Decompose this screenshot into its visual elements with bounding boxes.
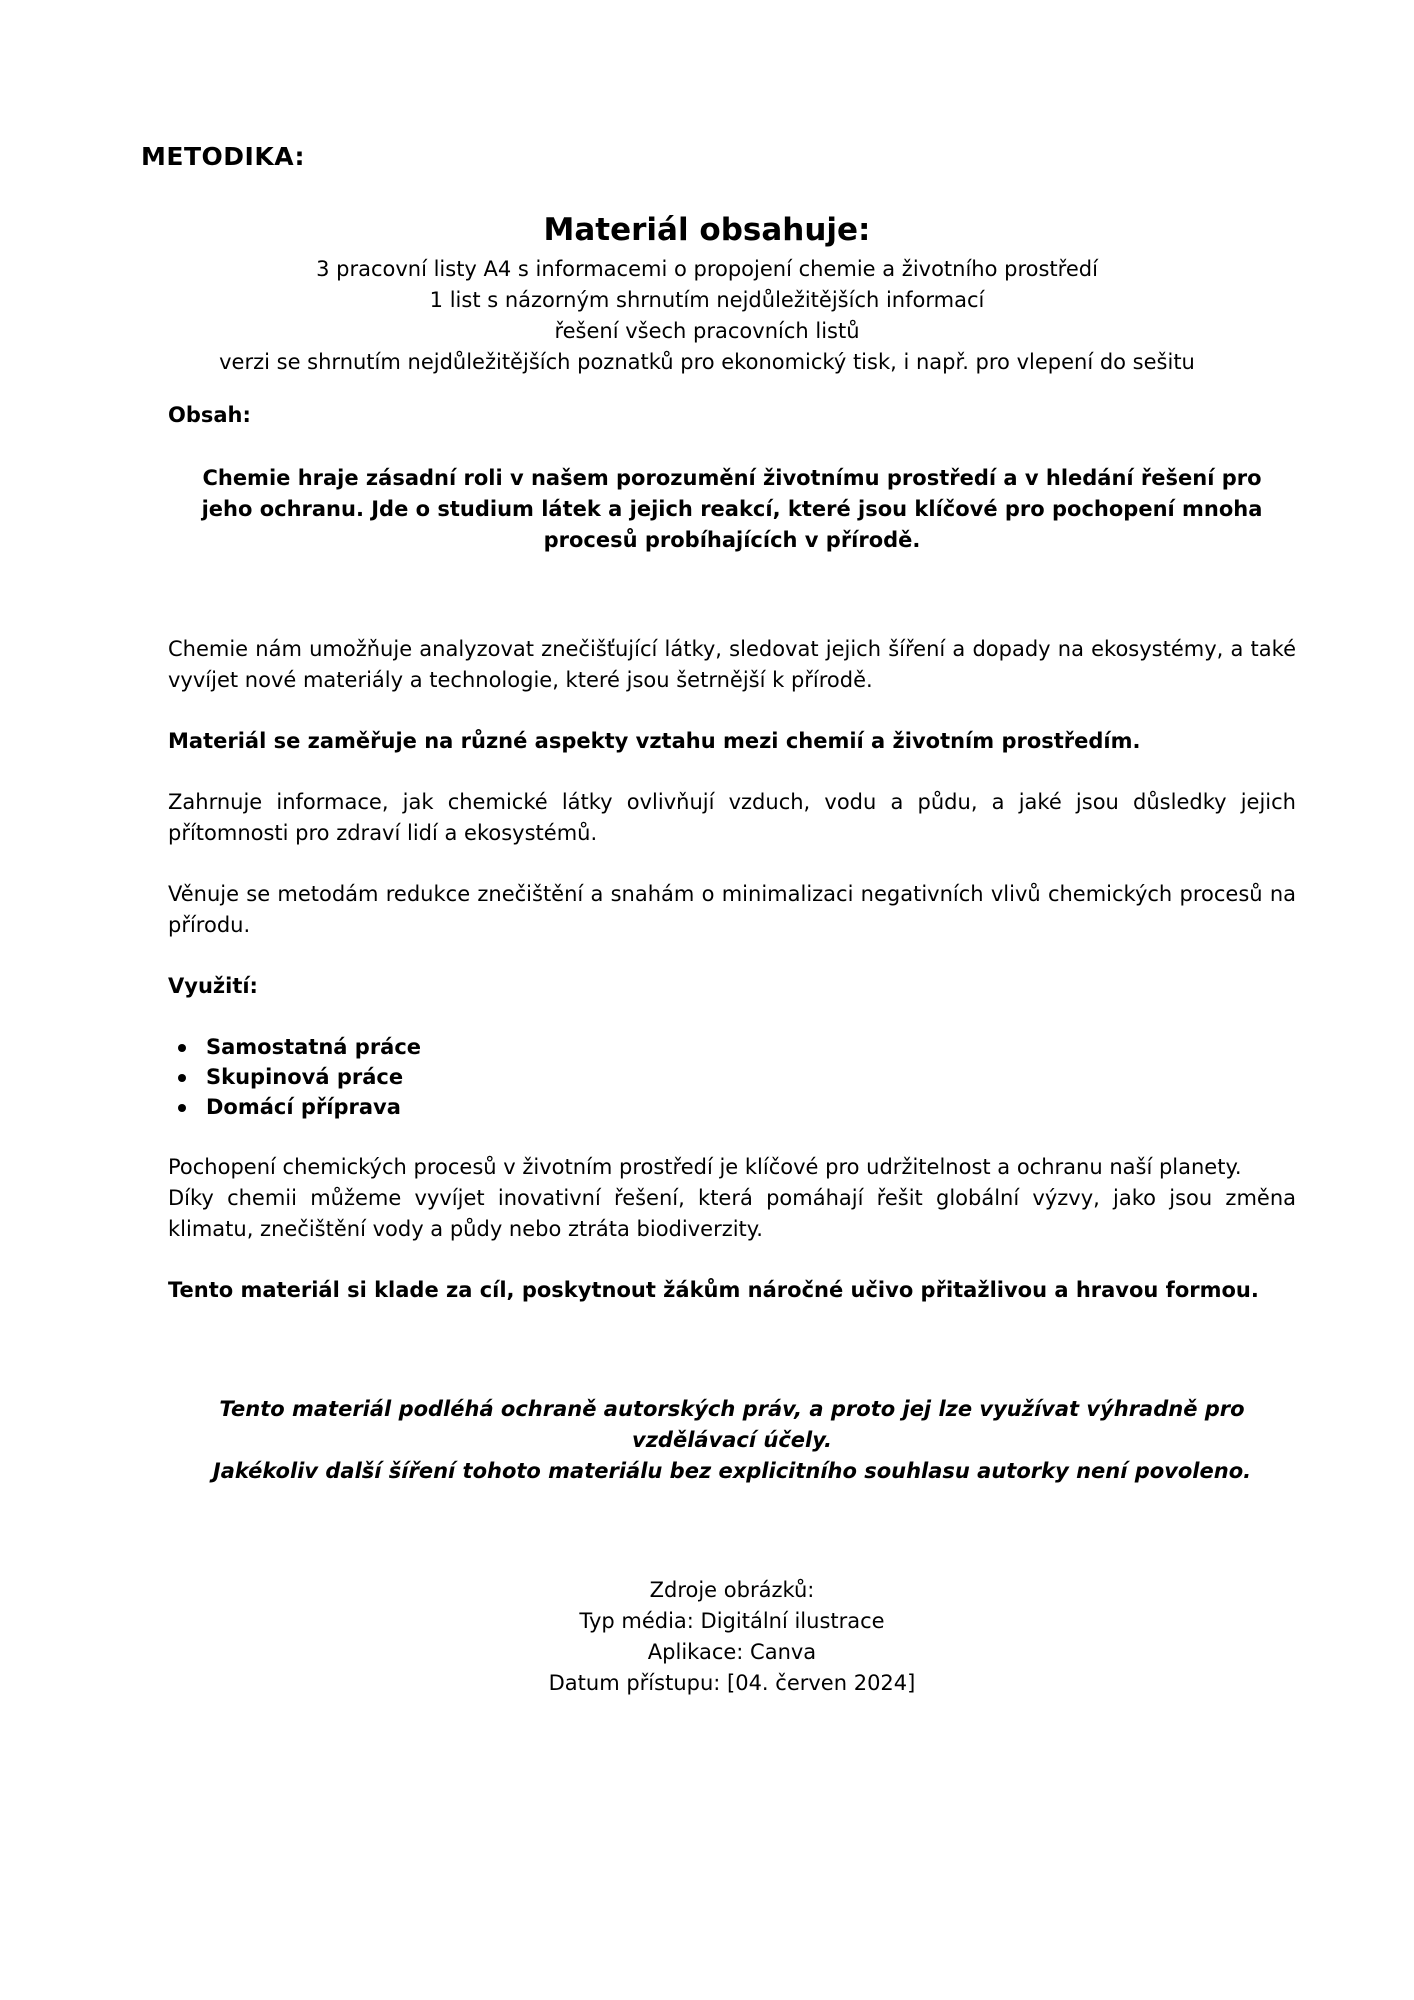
intro-paragraph: Chemie hraje zásadní roli v našem porozumění životnímu prostředí a v hledání řešení pro jeho ochranu. Jde o studium látek a jejich reakcí, které jsou klíčové pro pochopení mnoha procesů probíhajících v přírodě.	[201, 466, 1263, 552]
usage-item-label: Samostatná práce	[206, 1035, 422, 1059]
sources-media-type: Typ média: Digitální ilustrace	[579, 1609, 885, 1633]
contents-line-1: 3 pracovní listy A4 s informacemi o propojení chemie a životního prostředí	[316, 257, 1098, 281]
bullet-icon	[178, 1104, 186, 1112]
usage-label: Využití:	[168, 974, 258, 998]
sources-application: Aplikace: Canva	[647, 1640, 817, 1664]
list-item	[168, 1032, 1296, 1062]
bullet-icon	[178, 1074, 186, 1082]
copyright-line-1: Tento materiál podléhá ochraně autorských práv, a proto jej lze využívat výhradně pro vzdělávací účely.	[219, 1397, 1245, 1452]
paragraph-influence: Zahrnuje informace, jak chemické látky ovlivňují vzduch, vodu a půdu, a jaké jsou důsledky jejich přítomnosti pro zdraví lidí a ekosystémů.	[168, 790, 1296, 845]
usage-item-label: Domácí příprava	[206, 1095, 401, 1119]
bullet-icon	[178, 1044, 186, 1052]
copyright-notice	[168, 1394, 1296, 1487]
usage-item-label: Skupinová práce	[206, 1065, 404, 1089]
paragraph-reduction: Věnuje se metodám redukce znečištění a snahám o minimalizaci negativních vlivů chemických procesů na přírodu.	[168, 882, 1296, 937]
contents-line-3: řešení všech pracovních listů	[554, 319, 860, 343]
image-sources	[168, 1575, 1296, 1699]
obsah-label: Obsah:	[168, 403, 251, 427]
sources-access-date: Datum přístupu: [04. červen 2024]	[548, 1671, 916, 1695]
sources-label: Zdroje obrázků:	[649, 1578, 815, 1602]
contents-title: Materiál obsahuje:	[543, 212, 871, 248]
list-item	[168, 1062, 1296, 1092]
paragraph-understanding: Pochopení chemických procesů v životním prostředí je klíčové pro udržitelnost a ochranu naší planety.	[168, 1155, 1242, 1179]
materials-contents	[141, 206, 1273, 378]
main-content	[168, 400, 1296, 1699]
usage-list	[168, 1032, 1296, 1122]
focus-statement: Materiál se zaměřuje na různé aspekty vztahu mezi chemií a životním prostředím.	[168, 729, 1141, 753]
contents-line-2: 1 list s názorným shrnutím nejdůležitějších informací	[429, 288, 985, 312]
paragraph-innovation: Díky chemii můžeme vyvíjet inovativní řešení, která pomáhají řešit globální výzvy, jako jsou změna klimatu, znečištění vody a půdy nebo ztráta biodiverzity.	[168, 1186, 1296, 1241]
copyright-line-2: Jakékoliv další šíření tohoto materiálu bez explicitního souhlasu autorky není povoleno.	[212, 1459, 1252, 1483]
goal-statement: Tento materiál si klade za cíl, poskytnout žákům náročné učivo přitažlivou a hravou formou.	[168, 1278, 1259, 1302]
list-item	[168, 1092, 1296, 1122]
page-heading: METODIKA:	[141, 142, 305, 171]
contents-line-4: verzi se shrnutím nejdůležitějších poznatků pro ekonomický tisk, i např. pro vlepení do sešitu	[219, 350, 1195, 374]
paragraph-analysis: Chemie nám umožňuje analyzovat znečišťující látky, sledovat jejich šíření a dopady na ekosystémy, a také vyvíjet nové materiály a technologie, které jsou šetrnější k přírodě.	[168, 637, 1296, 692]
